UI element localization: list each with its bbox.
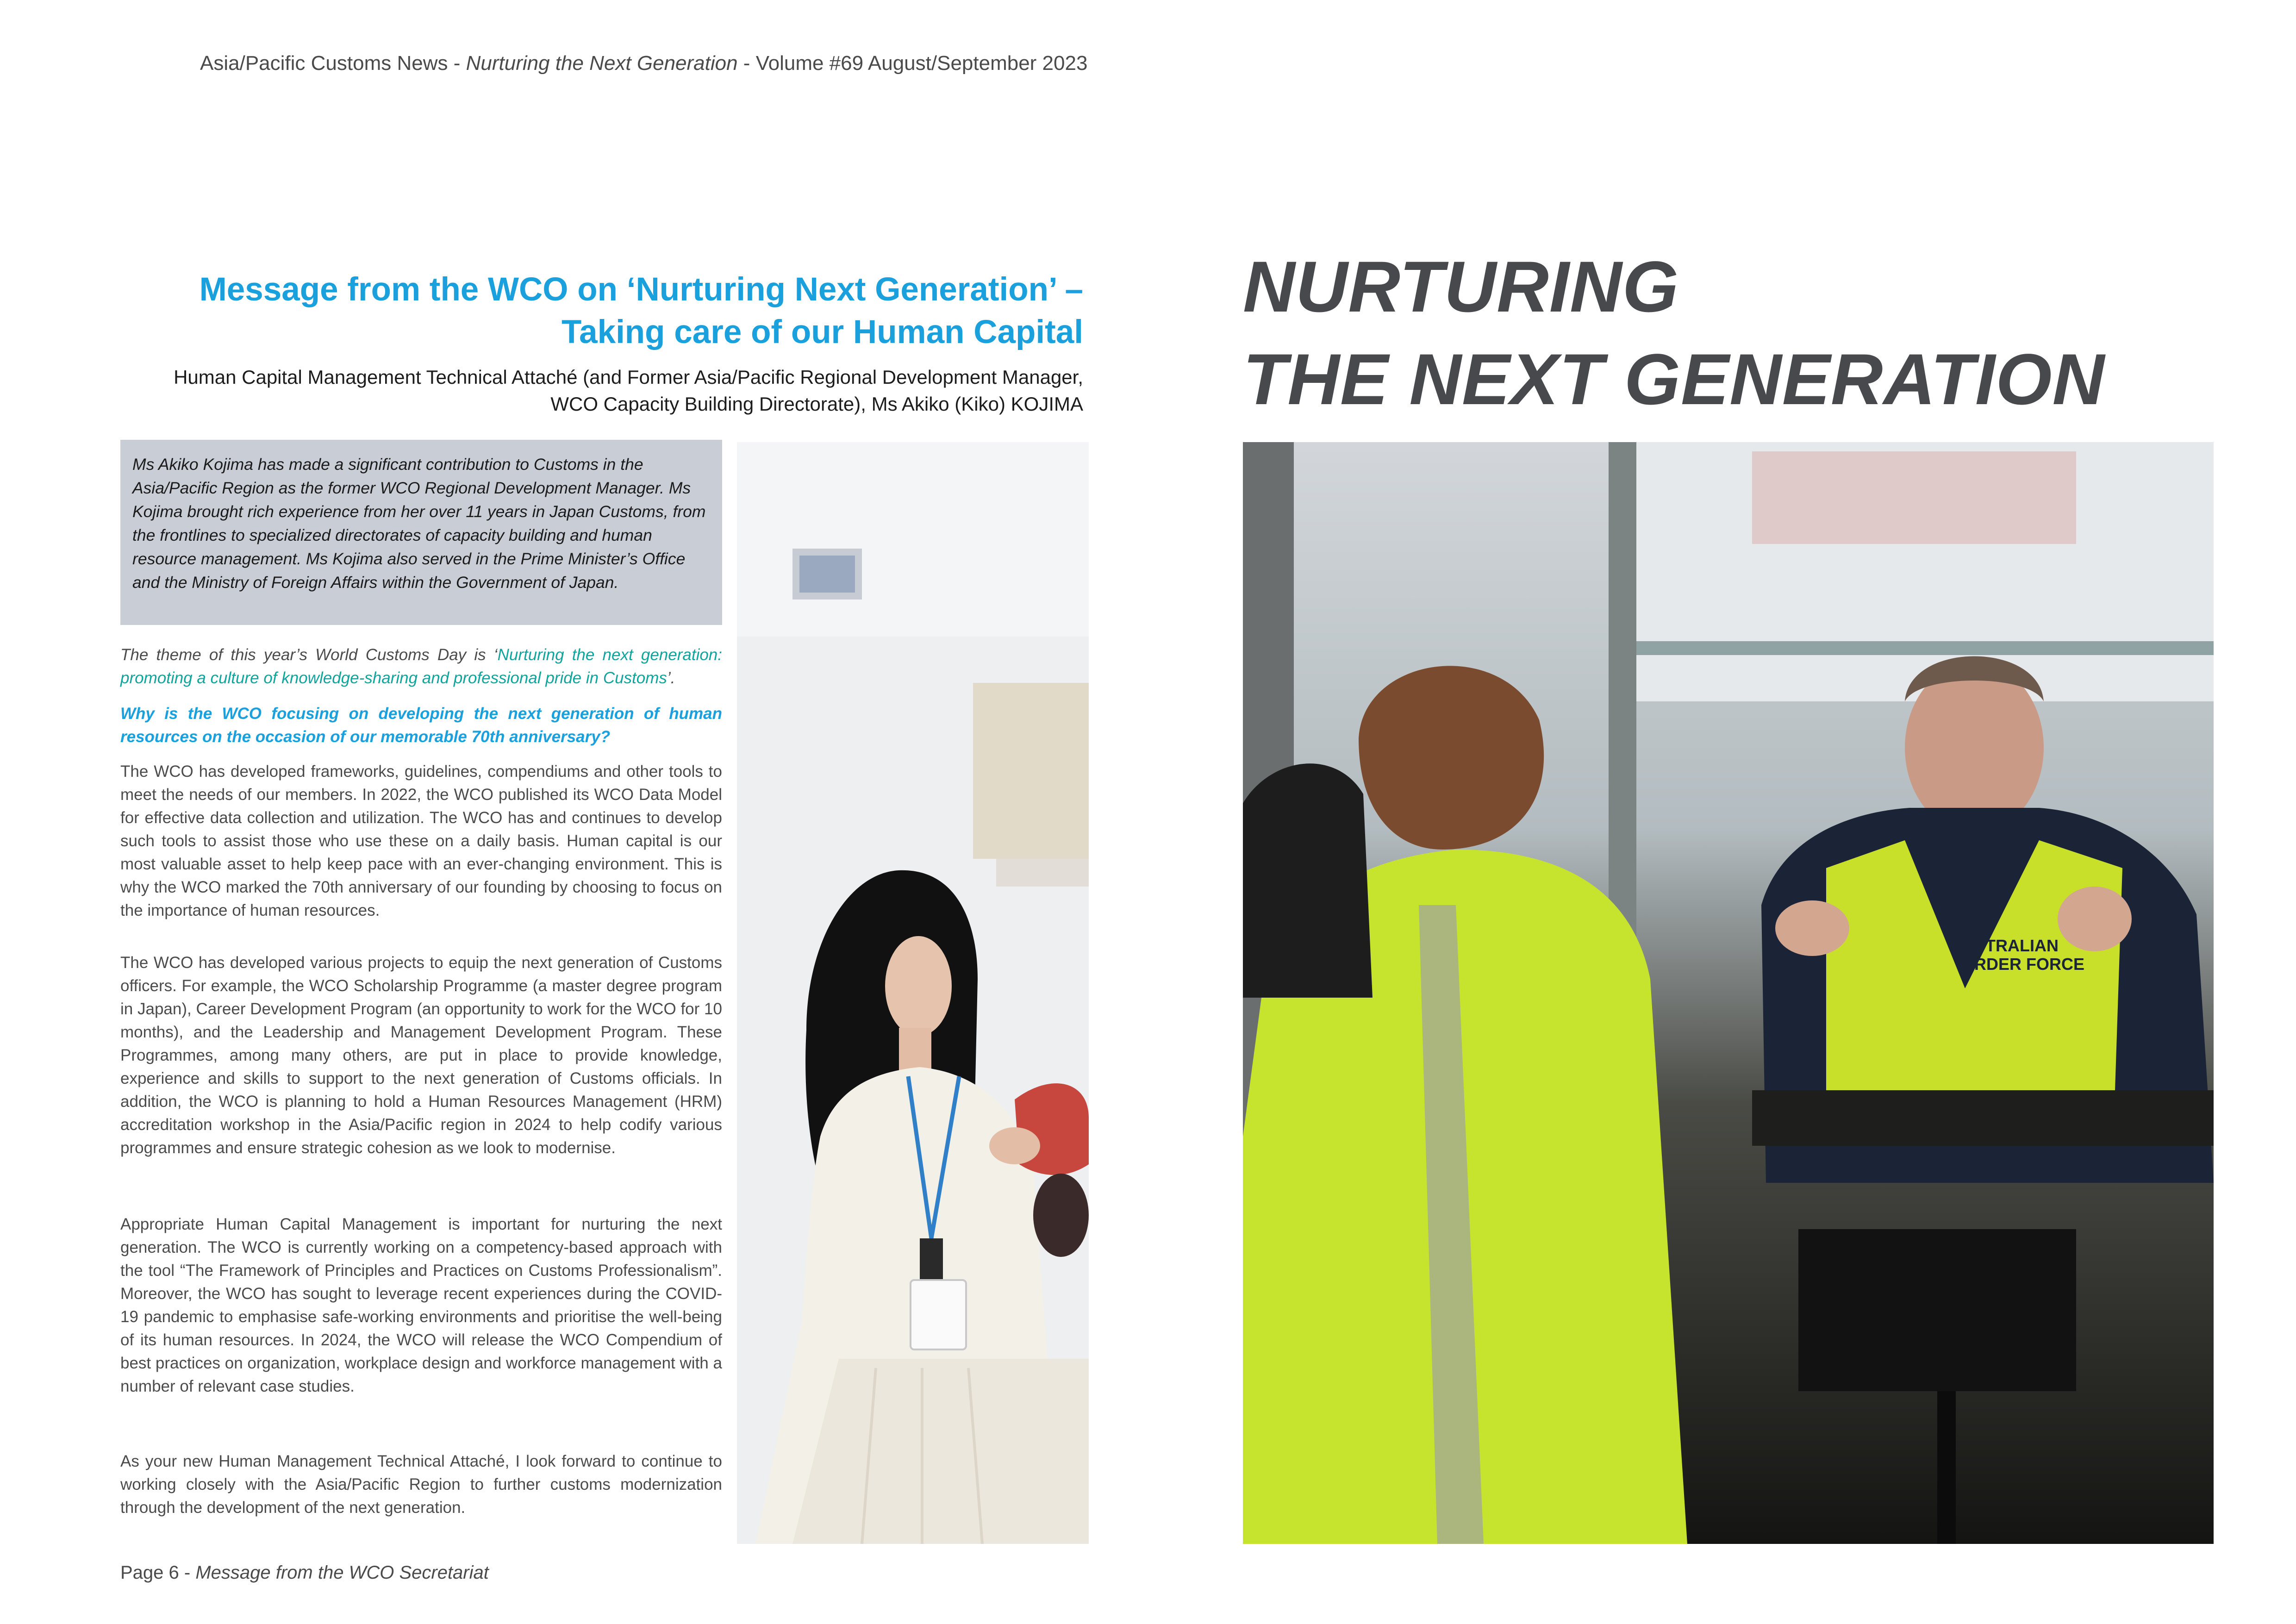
publication-name: Asia/Pacific Customs News <box>200 52 448 75</box>
author-bio: Ms Akiko Kojima has made a significant contribution to Customs in the Asia/Pacific Region as the former WCO Regional Development Manager. Ms Kojima brought rich experience from her over 11 years in Japan Customs, from the frontlines to specialized directorates of capacity building and human resource management. Ms Kojima also served in the Prime Minister’s Office and the Ministry of Foreign Affairs within the Government of Japan. <box>132 455 706 592</box>
interview-question: Why is the WCO focusing on developing the next generation of human resources on the occasion of our memorable 70th anniversary? <box>120 705 722 746</box>
body-paragraph: The WCO has developed various projects to equip the next generation of Customs officers. For example, the WCO Scholarship Programme (a master degree program in Japan), Career Development Program (an opportunity to work for the WCO for 10 months), and the Leadership and Management Development Program. These Programmes, among many others, are put in place to provide knowledge, experience and skills to support to the next generation of Customs officials. In addition, the WCO is planning to hold a Human Resources Management (HRM) accreditation workshop in the Asia/Pacific region in 2024 to help codify various programmes and ensure strategic cohesion as we look to modernise. <box>120 954 722 1157</box>
section-name: Message from the WCO Secretariat <box>195 1562 489 1583</box>
article-title: Message from the WCO on ‘Nurturing Next Generation’ – Taking care of our Human Capital <box>199 271 1083 350</box>
officers-photo <box>1243 442 2214 1544</box>
body-paragraph: As your new Human Management Technical Attaché, I look forward to continue to working closely with the Asia/Pacific Region to further customs modernization through the development of the next generation. <box>120 1452 722 1517</box>
byline: Human Capital Management Technical Attaché (and Former Asia/Pacific Regional Development Manager, WCO Capacity Building Directorate), Ms Akiko (Kiko) KOJIMA <box>174 366 1083 415</box>
theme-statement: The theme of this year’s World Customs Day is ‘Nurturing the next generation: promoting a culture of knowledge-sharing and professional pride in Customs’. <box>120 646 723 687</box>
spread-title: NURTURING THE NEXT GENERATION <box>1243 247 2105 420</box>
vest-text-1: STRALIAN <box>1974 936 2059 955</box>
vest-text-2: RDER FORCE <box>1974 955 2085 974</box>
issue-title: Nurturing the Next Generation <box>466 52 738 75</box>
officers-photo-illustration <box>1243 442 2214 1544</box>
author-photo-illustration <box>737 442 1089 1544</box>
author-photo <box>737 442 1089 1544</box>
running-header: Asia/Pacific Customs News - Nurturing the Next Generation - Volume #69 August/September 2023 <box>200 52 1088 75</box>
page-footer: Page 6 - Message from the WCO Secretariat <box>120 1562 489 1583</box>
volume-info: Volume #69 August/September 2023 <box>755 52 1088 75</box>
theme-highlight: Nurturing the next generation: promoting a culture of knowledge-sharing and professional pride in Customs <box>120 646 723 687</box>
body-paragraph: Appropriate Human Capital Management is important for nurturing the next generation. The WCO is currently working on a competency-based approach with the tool “The Framework of Principles and Practices on Customs Professionalism”. Moreover, the WCO has sought to leverage recent experiences during the COVID-19 pandemic to emphasise safe-working environments and prioritise the well-being of its human resources. In 2024, the WCO will release the WCO Compendium of best practices on organization, workplace design and workforce management with a number of relevant case studies. <box>120 1215 722 1395</box>
page-number: Page 6 <box>120 1562 179 1583</box>
body-paragraph: The WCO has developed frameworks, guidelines, compendiums and other tools to meet the needs of our members. In 2022, the WCO published its WCO Data Model for effective data collection and utilization. The WCO has and continues to develop such tools to assist those who use these on a daily basis. Human capital is our most valuable asset to help keep pace with an ever-changing environment. This is why the WCO marked the 70th anniversary of our founding by choosing to focus on the importance of human resources. <box>120 762 722 919</box>
author-bio-box <box>120 440 722 625</box>
